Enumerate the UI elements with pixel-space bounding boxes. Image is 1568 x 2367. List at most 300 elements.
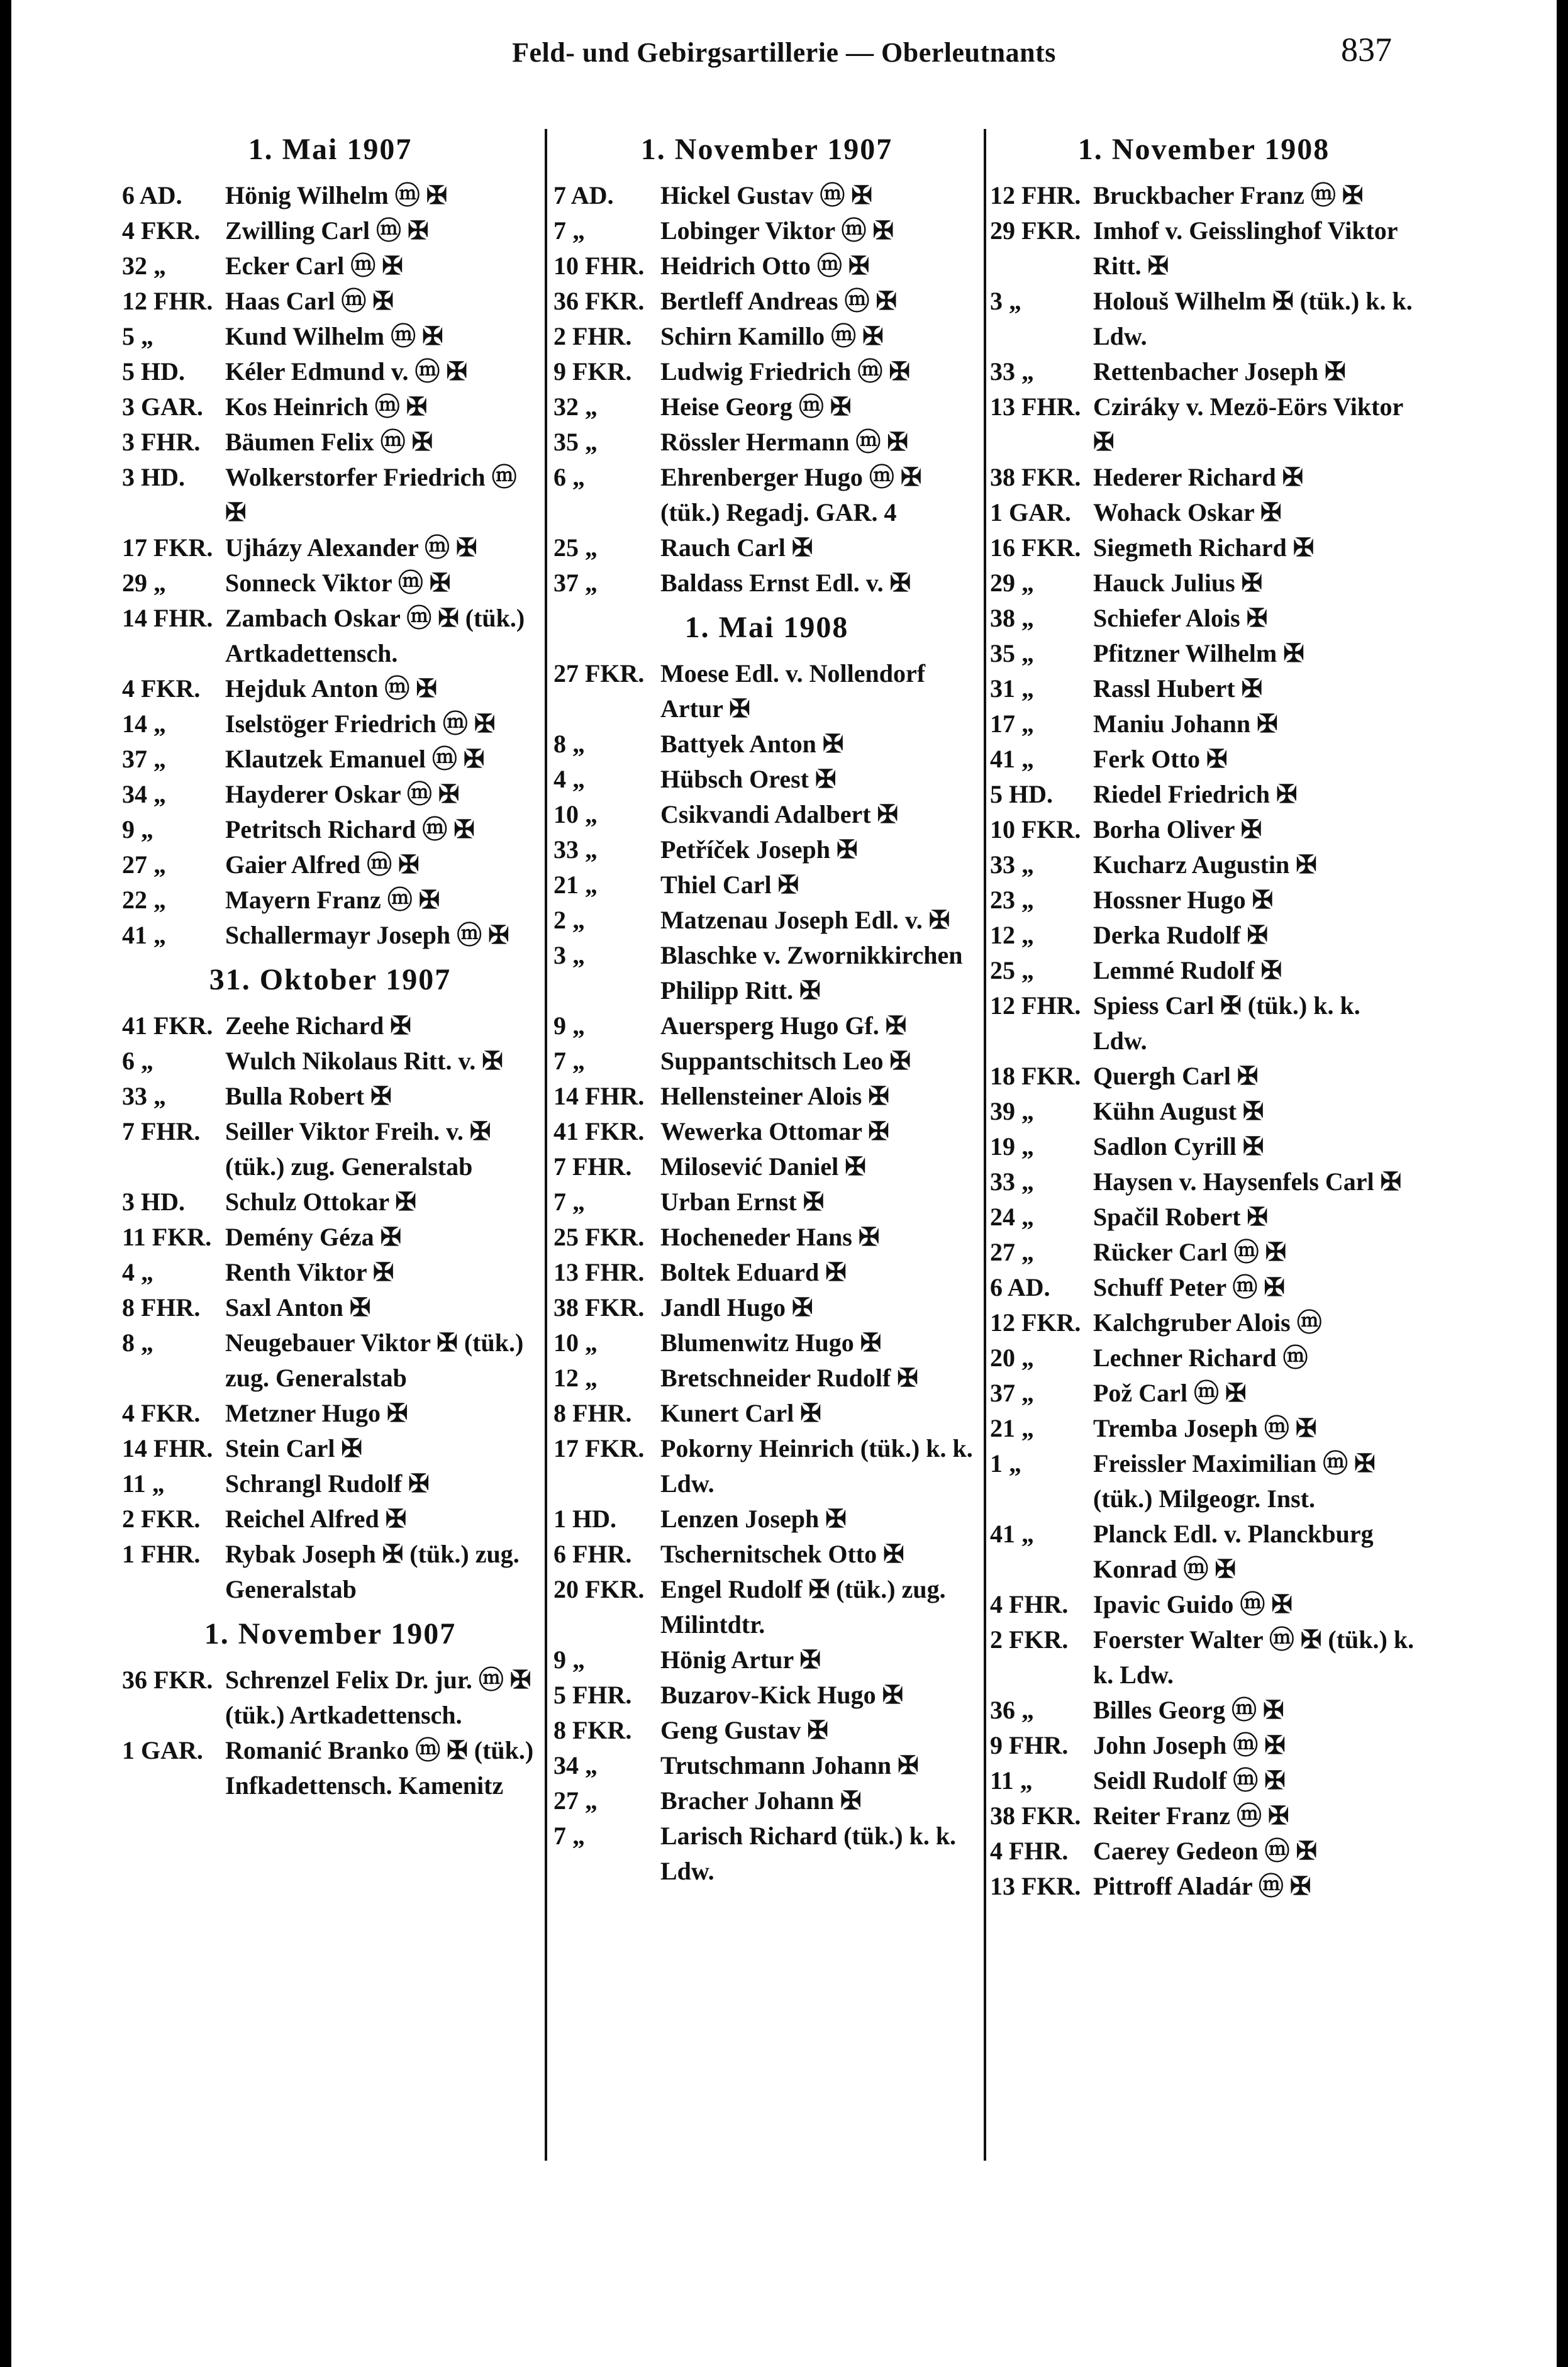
officer-name: Hellensteiner Alois ✠	[660, 1082, 889, 1110]
officer-name: Rassl Hubert ✠	[1093, 674, 1263, 703]
officer-entry	[990, 1798, 1418, 1834]
regiment-number: 4 FKR.	[122, 216, 201, 245]
officer-name: Heidrich Otto ⓜ ✠	[660, 252, 870, 280]
regiment-number: 33 „	[122, 1082, 166, 1110]
officer-name: Urban Ernst ✠	[660, 1188, 825, 1216]
regiment-number: 2 FKR.	[990, 1625, 1069, 1654]
officer-name: Bruckbacher Franz ⓜ ✠	[1093, 181, 1364, 209]
regiment-number: 27 „	[553, 1786, 598, 1815]
officer-name: Kühn August ✠	[1093, 1097, 1264, 1125]
officer-name: Pož Carl ⓜ ✠	[1093, 1379, 1247, 1407]
officer-entry	[553, 1501, 980, 1537]
officer-entry	[990, 1411, 1418, 1446]
officer-entry	[990, 1129, 1418, 1164]
officer-name: Kos Heinrich ⓜ ✠	[225, 393, 428, 421]
officer-name: Foerster Walter ⓜ ✠ (tük.) k. k. Ldw.	[1093, 1625, 1415, 1689]
officer-entry	[990, 777, 1418, 812]
regiment-number: 4 „	[122, 1258, 153, 1286]
officer-entry	[122, 883, 538, 918]
officer-name: Hayderer Oskar ⓜ ✠	[225, 780, 460, 808]
officer-name: Blaschke v. Zwornikkirchen Philipp Ritt. ✠	[660, 941, 963, 1005]
officer-entry	[553, 1008, 980, 1044]
column-rule-right	[984, 129, 986, 2161]
officer-entry	[122, 460, 538, 530]
regiment-number: 11 FKR.	[122, 1223, 212, 1251]
running-head: Feld- und Gebirgsartillerie — Oberleutnants	[512, 37, 1056, 68]
officer-entry	[122, 389, 538, 425]
officer-entry	[553, 1184, 980, 1220]
regiment-number: 20 FKR.	[553, 1575, 645, 1603]
officer-entry	[990, 1270, 1418, 1305]
officer-name: Zambach Oskar ⓜ ✠ (tük.) Artkadettensch.	[225, 604, 525, 667]
officer-name: Buzarov-Kick Hugo ✠	[660, 1681, 904, 1709]
officer-name: Reichel Alfred ✠	[225, 1505, 407, 1533]
regiment-number: 6 FHR.	[553, 1540, 632, 1568]
officer-name: Maniu Johann ✠	[1093, 710, 1278, 738]
regiment-number: 21 „	[990, 1414, 1034, 1442]
regiment-number: 21 „	[553, 871, 598, 899]
officer-entry	[990, 284, 1418, 354]
officer-entry	[990, 1446, 1418, 1517]
regiment-number: 33 „	[990, 1167, 1034, 1196]
regiment-number: 38 FKR.	[553, 1293, 645, 1322]
officer-name: Larisch Richard (tük.) k. k. Ldw.	[660, 1822, 957, 1885]
regiment-number: 8 „	[122, 1328, 153, 1357]
officer-name: Ehrenberger Hugo ⓜ ✠ (tük.) Regadj. GAR. 4	[660, 463, 922, 526]
regiment-number: 27 „	[990, 1238, 1034, 1266]
officer-name: Hocheneder Hans ✠	[660, 1223, 880, 1251]
officer-entry	[553, 1396, 980, 1431]
officer-name: Rettenbacher Joseph ✠	[1093, 357, 1346, 386]
officer-entry	[553, 213, 980, 248]
officer-entry	[553, 389, 980, 425]
regiment-number: 41 FKR.	[122, 1011, 213, 1040]
regiment-number: 6 „	[122, 1047, 153, 1075]
column-middle	[553, 123, 980, 1889]
regiment-number: 41 „	[990, 1520, 1034, 1548]
officer-name: Renth Viktor ✠	[225, 1258, 394, 1286]
regiment-number: 2 FKR.	[122, 1505, 201, 1533]
officer-name: Kalchgruber Alois ⓜ	[1093, 1308, 1322, 1337]
officer-name: Baldass Ernst Edl. v. ✠	[660, 569, 911, 597]
officer-entry	[553, 1431, 980, 1501]
officer-name: Rücker Carl ⓜ ✠	[1093, 1238, 1287, 1266]
regiment-number: 7 FHR.	[553, 1152, 632, 1181]
regiment-number: 3 GAR.	[122, 393, 203, 421]
officer-name: Schiefer Alois ✠	[1093, 604, 1268, 632]
officer-name: Cziráky v. Mezö-Eörs Viktor ✠	[1093, 393, 1403, 456]
officer-name: Zwilling Carl ⓜ ✠	[225, 216, 429, 245]
regiment-number: 14 FHR.	[122, 604, 213, 632]
officer-name: Freissler Maximilian ⓜ ✠ (tük.) Milgeogr. Inst.	[1093, 1449, 1376, 1513]
officer-name: Zeehe Richard ✠	[225, 1011, 411, 1040]
officer-entry	[990, 213, 1418, 284]
officer-entry	[122, 847, 538, 883]
officer-name: Kéler Edmund v. ⓜ ✠	[225, 357, 468, 386]
regiment-number: 11 „	[122, 1469, 165, 1498]
officer-entry	[553, 284, 980, 319]
regiment-number: 41 „	[122, 921, 166, 949]
officer-entry	[990, 706, 1418, 742]
officer-name: Siegmeth Richard ✠	[1093, 533, 1315, 562]
officer-entry	[990, 812, 1418, 847]
officer-name: Spiess Carl ✠ (tük.) k. k. Ldw.	[1093, 991, 1360, 1055]
officer-name: Hederer Richard ✠	[1093, 463, 1304, 491]
officer-name: Bulla Robert ✠	[225, 1082, 392, 1110]
section-date-heading: 31. Oktober 1907	[209, 963, 452, 996]
officer-name: Matzenau Joseph Edl. v. ✠	[660, 906, 950, 934]
officer-entry	[553, 1572, 980, 1642]
officer-entry	[990, 1763, 1418, 1798]
regiment-number: 5 FHR.	[553, 1681, 632, 1709]
regiment-number: 29 „	[990, 569, 1034, 597]
regiment-number: 5 „	[122, 322, 153, 350]
regiment-number: 9 „	[553, 1011, 585, 1040]
officer-name: Saxl Anton ✠	[225, 1293, 371, 1322]
regiment-number: 25 „	[553, 533, 598, 562]
officer-entry	[122, 178, 538, 213]
officer-entry	[990, 1517, 1418, 1587]
officer-entry	[990, 1235, 1418, 1270]
regiment-number: 36 FKR.	[122, 1666, 213, 1694]
officer-entry	[122, 213, 538, 248]
regiment-number: 37 „	[553, 569, 598, 597]
officer-entry	[553, 797, 980, 832]
section-date-heading: 1. Mai 1907	[248, 133, 413, 166]
officer-entry	[553, 1149, 980, 1184]
regiment-number: 19 „	[990, 1132, 1034, 1161]
regiment-number: 32 „	[553, 393, 598, 421]
officer-entry	[553, 460, 980, 530]
regiment-number: 4 FHR.	[990, 1837, 1069, 1865]
officer-entry	[122, 1079, 538, 1114]
officer-entry	[122, 918, 538, 953]
officer-entry	[553, 656, 980, 727]
officer-name: Riedel Friedrich ✠	[1093, 780, 1298, 808]
officer-entry	[990, 495, 1418, 530]
officer-entry	[553, 903, 980, 938]
officer-entry	[122, 1501, 538, 1537]
section-date-heading: 1. November 1908	[1077, 133, 1330, 166]
officer-name: Kunert Carl ✠	[660, 1399, 821, 1427]
officer-name: Ludwig Friedrich ⓜ ✠	[660, 357, 910, 386]
officer-name: Petritsch Richard ⓜ ✠	[225, 815, 475, 844]
officer-entry	[122, 601, 538, 671]
officer-entry	[990, 601, 1418, 636]
officer-entry	[122, 1044, 538, 1079]
officer-entry	[122, 1220, 538, 1255]
officer-name: Bretschneider Rudolf ✠	[660, 1364, 918, 1392]
regiment-number: 38 FKR.	[990, 463, 1081, 491]
officer-entry	[990, 565, 1418, 601]
officer-entry	[122, 354, 538, 389]
officer-name: Lechner Richard ⓜ	[1093, 1344, 1308, 1372]
officer-name: Hauck Julius ✠	[1093, 569, 1263, 597]
regiment-number: 41 „	[990, 745, 1034, 773]
officer-entry	[553, 1114, 980, 1149]
regiment-number: 18 FKR.	[990, 1062, 1081, 1090]
officer-entry	[122, 1290, 538, 1325]
officer-name: Wulch Nikolaus Ritt. v. ✠	[225, 1047, 503, 1075]
regiment-number: 5 HD.	[122, 357, 185, 386]
officer-entry	[122, 1537, 538, 1607]
officer-name: Ecker Carl ⓜ ✠	[225, 252, 403, 280]
regiment-number: 29 FKR.	[990, 216, 1081, 245]
officer-entry	[122, 284, 538, 319]
officer-entry	[553, 1748, 980, 1783]
officer-entry	[990, 1094, 1418, 1129]
regiment-number: 33 „	[990, 357, 1034, 386]
regiment-number: 14 FHR.	[553, 1082, 645, 1110]
officer-entry	[990, 1200, 1418, 1235]
officer-entry	[990, 460, 1418, 495]
officer-name: Hönig Artur ✠	[660, 1646, 821, 1674]
regiment-number: 9 „	[553, 1646, 585, 1674]
officer-entry	[990, 354, 1418, 389]
officer-name: Caerey Gedeon ⓜ ✠	[1093, 1837, 1318, 1865]
officer-entry	[553, 1783, 980, 1818]
officer-name: Wolkerstorfer Friedrich ⓜ ✠	[225, 463, 517, 526]
officer-entry	[990, 1728, 1418, 1763]
officer-entry	[553, 178, 980, 213]
regiment-number: 8 „	[553, 730, 585, 758]
officer-entry	[990, 847, 1418, 883]
officer-entry	[990, 1622, 1418, 1693]
officer-entry	[553, 565, 980, 601]
officer-name: Klautzek Emanuel ⓜ ✠	[225, 745, 485, 773]
officer-name: Imhof v. Geisslinghof Viktor Ritt. ✠	[1093, 216, 1398, 280]
regiment-number: 22 „	[122, 886, 166, 914]
regiment-number: 1 GAR.	[990, 498, 1071, 526]
officer-entry	[553, 867, 980, 903]
officer-name: Csikvandi Adalbert ✠	[660, 800, 899, 828]
regiment-number: 3 „	[553, 941, 585, 969]
officer-name: Lemmé Rudolf ✠	[1093, 956, 1282, 984]
section-date-heading: 1. Mai 1908	[684, 611, 849, 644]
regiment-number: 7 „	[553, 1047, 585, 1075]
officer-name: Bracher Johann ✠	[660, 1786, 862, 1815]
officer-name: Metzner Hugo ✠	[225, 1399, 408, 1427]
officer-entry	[990, 178, 1418, 213]
officer-entry	[122, 319, 538, 354]
regiment-number: 24 „	[990, 1203, 1034, 1231]
regiment-number: 37 „	[122, 745, 166, 773]
officer-entry	[122, 742, 538, 777]
officer-name: Lobinger Viktor ⓜ ✠	[660, 216, 894, 245]
officer-entry	[122, 425, 538, 460]
officer-name: Hönig Wilhelm ⓜ ✠	[225, 181, 448, 209]
officer-name: Engel Rudolf ✠ (tük.) zug. Milintdtr.	[660, 1575, 946, 1639]
officer-name: Ipavic Guido ⓜ ✠	[1093, 1590, 1293, 1618]
officer-name: Derka Rudolf ✠	[1093, 921, 1268, 949]
regiment-number: 29 „	[122, 569, 166, 597]
regiment-number: 14 FHR.	[122, 1434, 213, 1462]
regiment-number: 12 FKR.	[990, 1308, 1081, 1337]
regiment-number: 7 FHR.	[122, 1117, 201, 1145]
officer-name: Hickel Gustav ⓜ ✠	[660, 181, 872, 209]
officer-entry	[553, 1818, 980, 1889]
officer-entry	[122, 1733, 538, 1803]
officer-name: Heise Georg ⓜ ✠	[660, 393, 852, 421]
regiment-number: 27 FKR.	[553, 659, 645, 688]
officer-name: Wohack Oskar ✠	[1093, 498, 1282, 526]
officer-entry	[553, 248, 980, 284]
officer-name: Lenzen Joseph ✠	[660, 1505, 847, 1533]
regiment-number: 4 „	[553, 765, 585, 793]
regiment-number: 38 FKR.	[990, 1802, 1081, 1830]
officer-name: Neugebauer Viktor ✠ (tük.) zug. Generalstab	[225, 1328, 524, 1392]
regiment-number: 10 „	[553, 1328, 598, 1357]
officer-name: Pokorny Heinrich (tük.) k. k. Ldw.	[660, 1434, 973, 1498]
officer-name: Schirn Kamillo ⓜ ✠	[660, 322, 884, 350]
officer-entry	[553, 1325, 980, 1361]
officer-entry	[122, 1662, 538, 1733]
regiment-number: 8 FHR.	[122, 1293, 201, 1322]
officer-entry	[122, 1184, 538, 1220]
regiment-number: 8 FKR.	[553, 1716, 632, 1744]
officer-entry	[990, 1693, 1418, 1728]
officer-name: Rössler Hermann ⓜ ✠	[660, 428, 908, 456]
officer-entry	[553, 832, 980, 867]
regiment-number: 2 FHR.	[553, 322, 632, 350]
regiment-number: 5 HD.	[990, 780, 1053, 808]
regiment-number: 12 „	[990, 921, 1034, 949]
officer-entry	[553, 762, 980, 797]
officer-entry	[553, 1255, 980, 1290]
section-date-heading: 1. November 1907	[204, 1617, 457, 1651]
officer-name: Kund Wilhelm ⓜ ✠	[225, 322, 443, 350]
regiment-number: 3 HD.	[122, 463, 185, 491]
officer-name: Tschernitschek Otto ✠	[660, 1540, 904, 1568]
officer-entry	[122, 671, 538, 706]
officer-entry	[553, 425, 980, 460]
regiment-number: 25 FKR.	[553, 1223, 645, 1251]
officer-name: Sadlon Cyrill ✠	[1093, 1132, 1264, 1161]
regiment-number: 27 „	[122, 850, 166, 879]
officer-name: Milosević Daniel ✠	[660, 1152, 866, 1181]
officer-name: Blumenwitz Hugo ✠	[660, 1328, 882, 1357]
regiment-number: 4 FKR.	[122, 1399, 201, 1427]
officer-name: Demény Géza ✠	[225, 1223, 402, 1251]
officer-name: Pittroff Aladár ⓜ ✠	[1093, 1872, 1311, 1900]
officer-name: Haysen v. Haysenfels Carl ✠	[1093, 1167, 1402, 1196]
officer-name: Gaier Alfred ⓜ ✠	[225, 850, 420, 879]
regiment-number: 1 HD.	[553, 1505, 616, 1533]
regiment-number: 39 „	[990, 1097, 1034, 1125]
regiment-number: 6 AD.	[122, 181, 182, 209]
officer-name: Schrangl Rudolf ✠	[225, 1469, 430, 1498]
regiment-number: 9 „	[122, 815, 153, 844]
regiment-number: 6 AD.	[990, 1273, 1050, 1301]
regiment-number: 31 „	[990, 674, 1034, 703]
regiment-number: 33 „	[553, 835, 598, 864]
officer-name: Tremba Joseph ⓜ ✠	[1093, 1414, 1317, 1442]
officer-name: Hossner Hugo ✠	[1093, 886, 1274, 914]
officer-entry	[122, 1255, 538, 1290]
regiment-number: 1 GAR.	[122, 1736, 203, 1764]
officer-entry	[122, 812, 538, 847]
officer-name: Stein Carl ✠	[225, 1434, 362, 1462]
officer-name: Bertleff Andreas ⓜ ✠	[660, 287, 898, 315]
regiment-number: 7 „	[553, 216, 585, 245]
regiment-number: 36 FKR.	[553, 287, 645, 315]
regiment-number: 6 „	[553, 463, 585, 491]
officer-entry	[122, 1008, 538, 1044]
officer-name: Hejduk Anton ⓜ ✠	[225, 674, 437, 703]
officer-entry	[122, 777, 538, 812]
officer-entry	[990, 988, 1418, 1059]
officer-name: Petříček Joseph ✠	[660, 835, 858, 864]
regiment-number: 3 HD.	[122, 1188, 185, 1216]
officer-entry	[122, 1466, 538, 1501]
regiment-number: 10 FKR.	[990, 815, 1081, 844]
regiment-number: 34 „	[553, 1751, 598, 1779]
regiment-number: 32 „	[122, 252, 166, 280]
officer-name: Rauch Carl ✠	[660, 533, 813, 562]
officer-entry	[553, 1678, 980, 1713]
officer-entry	[990, 1340, 1418, 1376]
officer-name: Quergh Carl ✠	[1093, 1062, 1259, 1090]
officer-name: Jandl Hugo ✠	[660, 1293, 813, 1322]
officer-entry	[990, 953, 1418, 988]
officer-entry	[553, 1361, 980, 1396]
officer-entry	[990, 636, 1418, 671]
officer-entry	[553, 1220, 980, 1255]
officer-entry	[990, 742, 1418, 777]
column-right	[990, 123, 1418, 1904]
officer-name: Rybak Joseph ✠ (tük.) zug. Generalstab	[225, 1540, 520, 1603]
regiment-number: 3 FHR.	[122, 428, 201, 456]
regiment-number: 41 FKR.	[553, 1117, 645, 1145]
officer-name: Pfitzner Wilhelm ✠	[1093, 639, 1304, 667]
regiment-number: 25 „	[990, 956, 1034, 984]
officer-name: Schallermayr Joseph ⓜ ✠	[225, 921, 509, 949]
regiment-number: 8 FHR.	[553, 1399, 632, 1427]
officer-entry	[990, 1869, 1418, 1904]
officer-entry	[122, 1114, 538, 1184]
officer-name: Moese Edl. v. Nollendorf Artur ✠	[660, 659, 926, 723]
officer-entry	[553, 354, 980, 389]
regiment-number: 1 FHR.	[122, 1540, 201, 1568]
officer-name: Suppantschitsch Leo ✠	[660, 1047, 911, 1075]
officer-name: Boltek Eduard ✠	[660, 1258, 847, 1286]
regiment-number: 12 „	[553, 1364, 598, 1392]
officer-entry	[122, 1431, 538, 1466]
regiment-number: 12 FHR.	[122, 287, 213, 315]
officer-name: Seidl Rudolf ⓜ ✠	[1093, 1766, 1286, 1795]
officer-name: Geng Gustav ✠	[660, 1716, 828, 1744]
officer-name: Mayern Franz ⓜ ✠	[225, 886, 440, 914]
officer-name: Schuff Peter ⓜ ✠	[1093, 1273, 1285, 1301]
officer-name: Haas Carl ⓜ ✠	[225, 287, 394, 315]
regiment-number: 37 „	[990, 1379, 1034, 1407]
officer-entry	[990, 883, 1418, 918]
section-date-heading: 1. November 1907	[640, 133, 893, 166]
officer-entry	[122, 1396, 538, 1431]
officer-entry	[990, 1834, 1418, 1869]
regiment-number: 16 FKR.	[990, 533, 1081, 562]
officer-entry	[553, 1290, 980, 1325]
regiment-number: 10 FHR.	[553, 252, 645, 280]
officer-name: Spačil Robert ✠	[1093, 1203, 1268, 1231]
regiment-number: 7 „	[553, 1188, 585, 1216]
officer-name: Ferk Otto ✠	[1093, 745, 1228, 773]
officer-name: Borha Oliver ✠	[1093, 815, 1262, 844]
regiment-number: 23 „	[990, 886, 1034, 914]
officer-entry	[990, 1376, 1418, 1411]
officer-name: Sonneck Viktor ⓜ ✠	[225, 569, 451, 597]
officer-entry	[553, 530, 980, 565]
